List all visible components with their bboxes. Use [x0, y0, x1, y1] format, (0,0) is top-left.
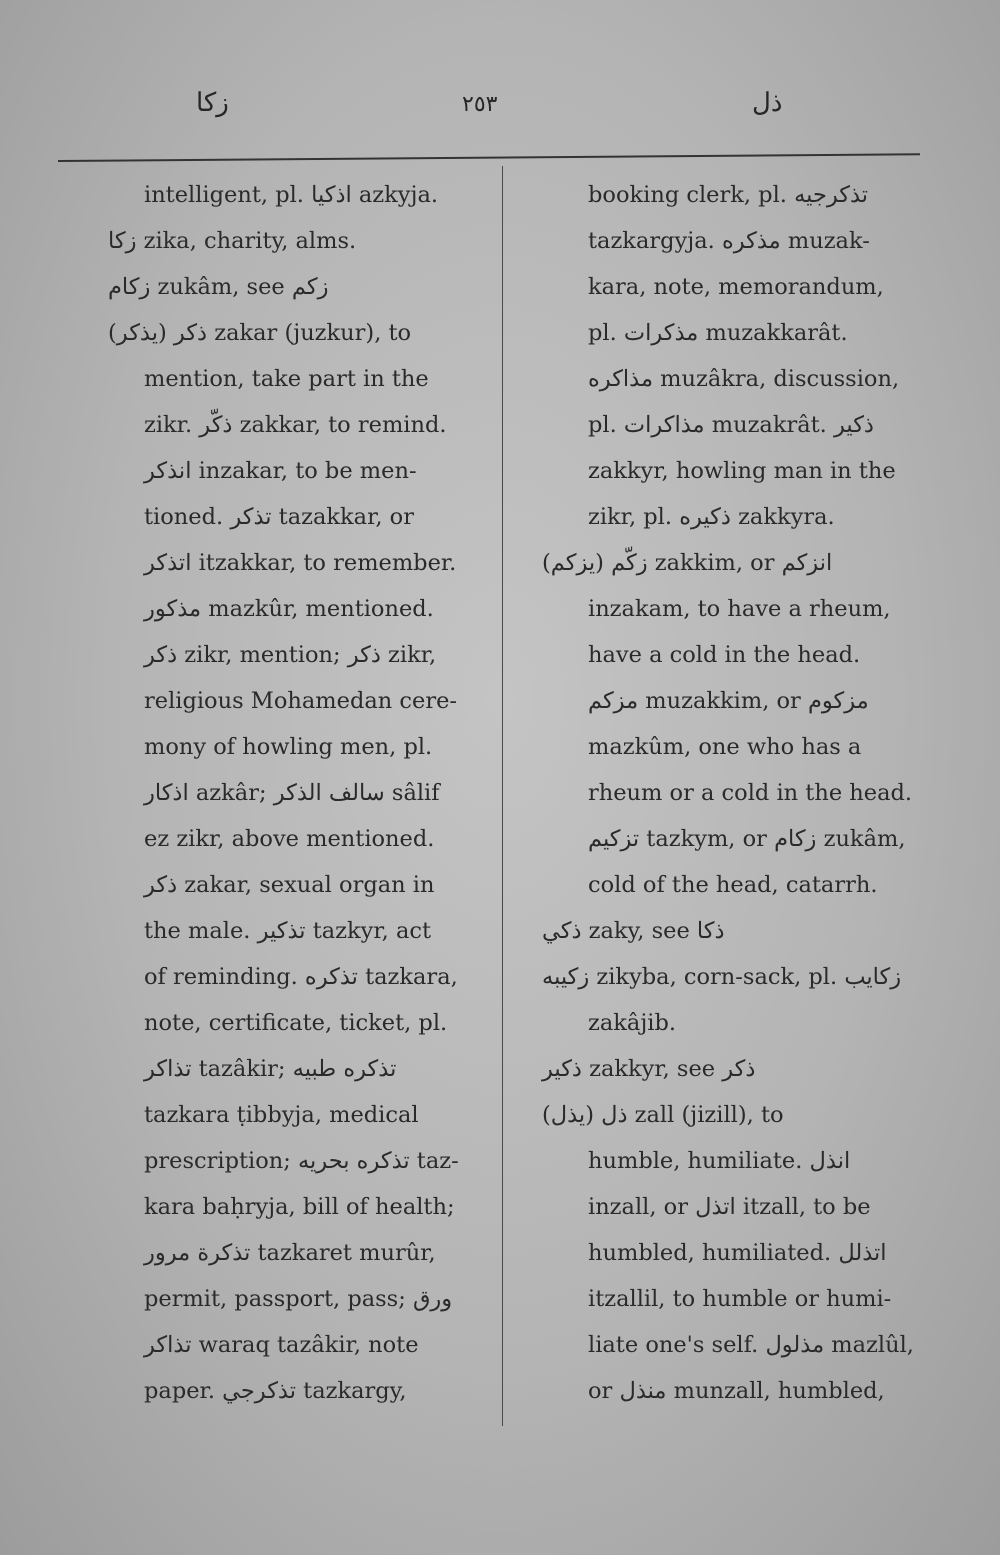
left-line-17: the male. تذكير tazkyr, act: [144, 918, 432, 944]
right-line-24: humbled, humiliated. اتذلل: [588, 1240, 887, 1266]
right-line-14: rheum or a cold in the head.: [588, 780, 913, 806]
left-line-19: note, certificate, ticket, pl.: [144, 1010, 448, 1036]
left-line-25: permit, passport, pass; ورق: [144, 1286, 453, 1312]
right-line-20: ذكير zakkyr, see ذكر: [542, 1056, 756, 1082]
left-line-24: تذكرة مرور tazkaret murûr,: [144, 1240, 436, 1266]
left-line-1: intelligent, pl. اذكيا azkyja.: [144, 182, 439, 208]
left-line-7: انذكر inzakar, to be men-: [144, 458, 417, 484]
left-line-15: ez zikr, above mentioned.: [144, 826, 435, 852]
left-line-26: تذاكر waraq tazâkir, note: [144, 1332, 419, 1358]
header-left-word: زكا: [196, 88, 229, 118]
left-line-2: زكا zika, charity, alms.: [108, 228, 357, 254]
left-line-5: mention, take part in the: [144, 366, 429, 392]
left-line-22: prescription; تذكره بحريه taz-: [144, 1148, 459, 1174]
right-line-10: inzakam, to have a rheum,: [588, 596, 891, 622]
right-line-9: زكّم (يزكم) zakkim, or انزكم: [542, 550, 833, 576]
left-line-8: tioned. تذكر tazakkar, or: [144, 504, 414, 530]
left-line-23: kara baḥryja, bill of health;: [144, 1194, 455, 1220]
left-line-10: مذكور mazkûr, mentioned.: [144, 596, 434, 622]
right-line-7: zakkyr, howling man in the: [588, 458, 896, 484]
right-line-21: ذل (يذل) zall (jizill), to: [542, 1102, 784, 1128]
right-line-8: zikr, pl. ذكيره zakkyra.: [588, 504, 835, 530]
left-line-14: اذكار azkâr; سالف الذكر sâlif: [144, 780, 440, 806]
right-line-19: zakâjib.: [588, 1010, 677, 1036]
right-line-5: مذاكره muzâkra, discussion,: [588, 366, 900, 392]
right-line-11: have a cold in the head.: [588, 642, 861, 668]
header-rule: [58, 153, 920, 162]
left-line-27: paper. تذكرجي tazkargy,: [144, 1378, 407, 1404]
left-line-13: mony of howling men, pl.: [144, 734, 433, 760]
left-line-6: zikr. ذكّر zakkar, to remind.: [144, 412, 447, 438]
right-line-17: ذكي zaky, see ذكا: [542, 918, 725, 944]
left-line-16: ذكر zakar, sexual organ in: [144, 872, 435, 898]
right-line-2: tazkargyja. مذكره muzak-: [588, 228, 870, 254]
right-line-13: mazkûm, one who has a: [588, 734, 862, 760]
right-line-22: humble, humiliate. انذل: [588, 1148, 851, 1174]
right-column: [542, 172, 930, 1414]
left-line-9: اتذكر itzakkar, to remember.: [144, 550, 457, 576]
right-line-4: pl. مذكرات muzakkarât.: [588, 320, 848, 346]
right-line-16: cold of the head, catarrh.: [588, 872, 878, 898]
right-line-3: kara, note, memorandum,: [588, 274, 884, 300]
right-line-15: تزكيم tazkym, or زكام zukâm,: [588, 826, 906, 852]
right-line-25: itzallil, to humble or humi-: [588, 1286, 892, 1312]
right-line-23: inzall, or اتذل itzall, to be: [588, 1194, 871, 1220]
left-line-3: زكام zukâm, see زكم: [108, 274, 329, 300]
page-header: [0, 88, 1000, 138]
left-line-18: of reminding. تذكره tazkara,: [144, 964, 458, 990]
right-line-18: زكيبه zikyba, corn-sack, pl. زكايب: [542, 964, 902, 990]
right-line-1: booking clerk, pl. تذكرجيه: [588, 182, 869, 208]
right-line-26: liate one's self. مذلول mazlûl,: [588, 1332, 914, 1358]
left-line-12: religious Mohamedan cere-: [144, 688, 457, 714]
page-number: ٢٥٣: [462, 92, 498, 117]
right-line-27: or منذل munzall, humbled,: [588, 1378, 885, 1404]
left-line-4: ذكر (يذكر) zakar (juzkur), to: [108, 320, 412, 346]
header-right-word: ذل: [752, 88, 783, 118]
left-line-21: tazkara ṭibbyja, medical: [144, 1102, 419, 1128]
left-line-20: تذاكر tazâkir; تذكره طبيه: [144, 1056, 397, 1082]
right-line-6: pl. مذاكرات muzakrât. ذكير: [588, 412, 874, 438]
right-line-12: مزكم muzakkim, or مزكوم: [588, 688, 869, 714]
column-divider: [502, 166, 503, 1426]
left-column: [96, 172, 492, 1414]
left-line-11: ذكر zikr, mention; ذكر zikr,: [144, 642, 437, 668]
